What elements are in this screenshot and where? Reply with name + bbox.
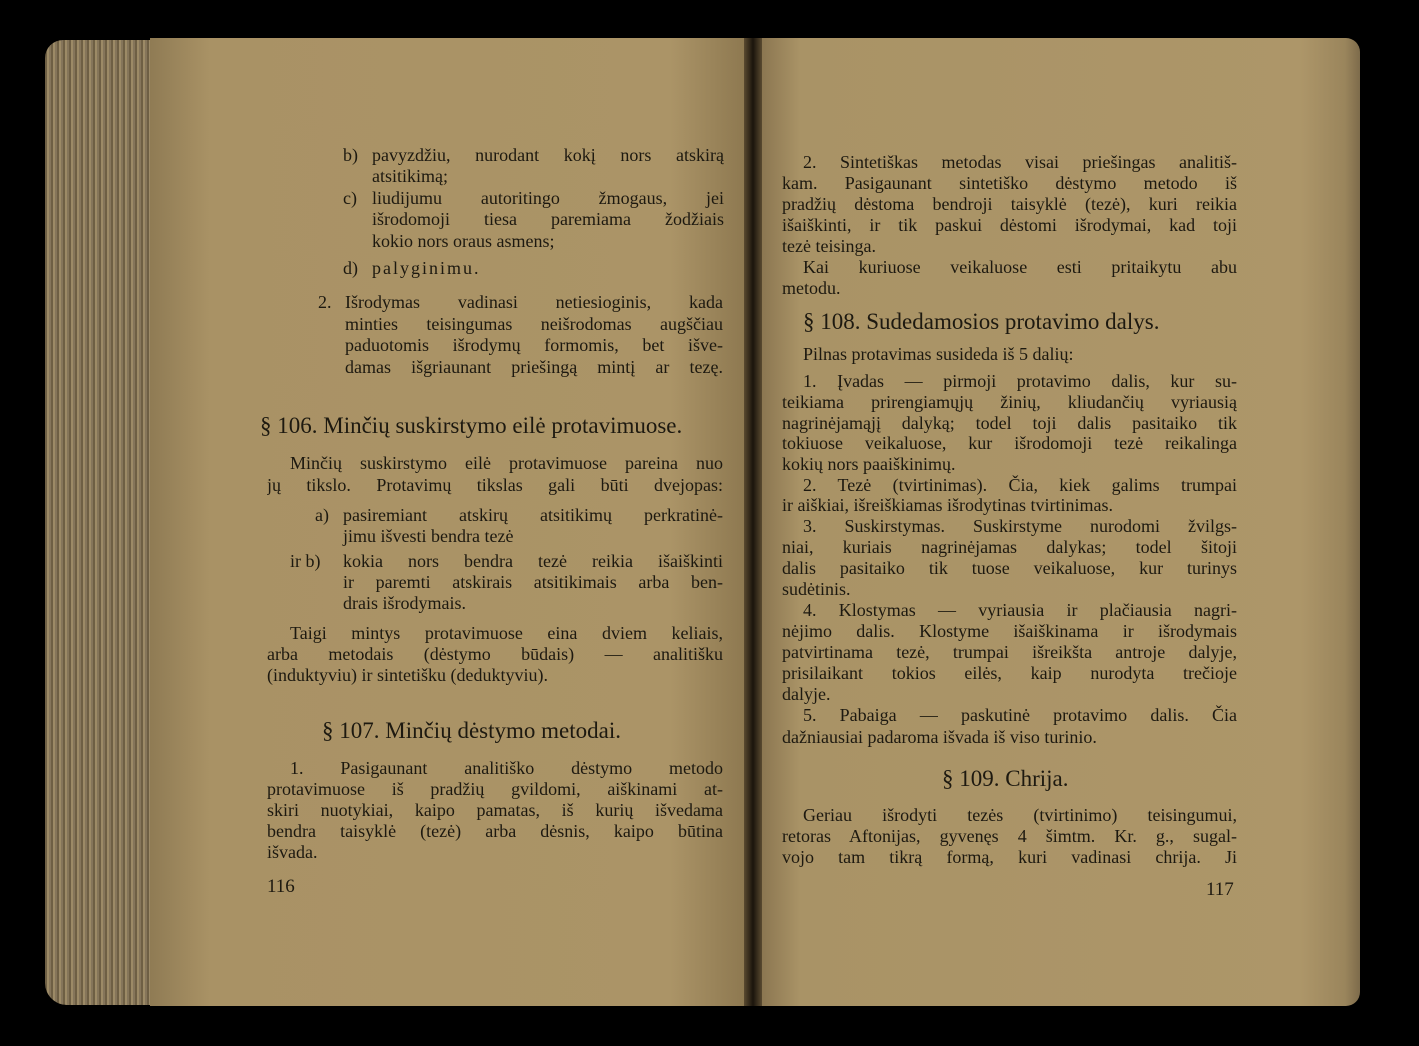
text-line: Pilnas protavimas susideda iš 5 dalių:	[803, 344, 1074, 364]
text-line: Geriau išrodyti tezės (tvirtinimo) teisingumui,	[803, 805, 1237, 825]
text-line: damas išgriaunant priešingą mintį ar tezę.	[345, 357, 723, 377]
list-label: d)	[343, 258, 358, 278]
text-line: 5. Pabaiga — paskutinė protavimo dalis. Čia	[803, 705, 1237, 725]
text-line: prisilaikant tokios eilės, kaip nurodyta trečioje	[782, 663, 1237, 683]
text-line: niai, kuriais nagrinėjamas dalykas; todel šitoji	[782, 537, 1237, 557]
text-line: atsitikimą;	[372, 166, 448, 186]
text-line: dalis pasitaiko tik tuose veikaluose, kur turinys	[782, 558, 1237, 578]
text-line: 1. Pasigaunant analitiško dėstymo metodo	[290, 758, 723, 778]
text-line: liudijumu autoritingo žmogaus, jei	[372, 188, 724, 208]
text-line: paduotomis išrodymų formomis, bet išve-	[345, 335, 723, 355]
text-line: kam. Pasigaunant sintetiško dėstymo metodo iš	[782, 173, 1237, 193]
section-heading-107: § 107. Minčių dėstymo metodai.	[322, 718, 621, 743]
list-label: ir b)	[290, 551, 321, 571]
text-line: pradžių dėstoma bendroji taisyklė (tezė), kuri reikia	[782, 194, 1237, 214]
text-line: išvada.	[267, 842, 318, 862]
text-line: nagrinėjamąjį dalyką; todel toji dalis pasitaiko tik	[782, 413, 1237, 433]
text-line: protavimuose iš pradžių gvildomi, aiškinami at-	[267, 779, 723, 799]
text-line: 3. Suskirstymas. Suskirstyme nurodomi žvilgs-	[803, 516, 1237, 536]
text-line: jimu išvesti bendra tezė	[343, 526, 514, 546]
text-line: patvirtinama tezė, trumpai išreikšta antroje dalyje,	[782, 642, 1237, 662]
text-line: 2. Tezė (tvirtinimas). Čia, kiek galims trumpai	[803, 475, 1237, 495]
text-line: skiri nuotykiai, kaipo pamatas, iš kurių išvedama	[267, 800, 723, 820]
section-heading-109: § 109. Chrija.	[942, 766, 1069, 791]
section-heading-108: § 108. Sudedamosios protavimo dalys.	[803, 309, 1160, 334]
book-gutter	[744, 38, 762, 1006]
page-number: 116	[267, 876, 295, 897]
text-line: Minčių suskirstymo eilė protavimuose pareina nuo	[290, 453, 723, 473]
text-line: jų tikslo. Protavimų tikslas gali būti dvejopas:	[267, 475, 723, 495]
text-line: metodu.	[782, 278, 841, 298]
text-line: Išrodymas vadinasi netiesioginis, kada	[345, 292, 723, 312]
text-line: ir paremti atskirais atsitikimais arba ben-	[343, 572, 723, 592]
text-line: ir aiškiai, išreiškiamas išrodytinas tvirtinimas.	[782, 495, 1113, 515]
text-line: kokių nors paaiškinimų.	[782, 454, 956, 474]
text-line: pavyzdžiu, nurodant kokį nors atskirą	[372, 145, 724, 165]
text-line: palyginimu.	[372, 258, 481, 278]
text-line: nėjimo dalis. Klostyme išaiškinama ir išrodymais	[782, 621, 1237, 641]
text-line: retoras Aftonijas, gyvenęs 4 šimtm. Kr. g., sugal-	[782, 826, 1237, 846]
text-line: kokio nors oraus asmens;	[372, 231, 555, 251]
text-line: išaiškinti, ir tik paskui dėstomi išrodymai, kad toji	[782, 215, 1237, 235]
list-label: b)	[343, 145, 358, 165]
text-line: 2. Sintetiškas metodas visai priešingas analitiš-	[803, 152, 1237, 172]
text-line: dažniausiai padaroma išvada iš viso turinio.	[782, 727, 1097, 747]
text-line: tezė teisinga.	[782, 236, 876, 256]
text-line: išrodomoji tiesa paremiama žodžiais	[372, 209, 724, 229]
text-line: vojo tam tikrą formą, kuri vadinasi chrija. Ji	[782, 847, 1237, 867]
text-line: bendra taisyklė (tezė) arba dėsnis, kaipo būtina	[267, 821, 723, 841]
text-line: dalyje.	[782, 684, 831, 704]
text-line: (induktyviu) ir sintetišku (deduktyviu).	[267, 665, 548, 685]
text-line: teikiama prirengiamųjų žinių, kliudančių vyriausią	[782, 392, 1237, 412]
list-label: 2.	[318, 292, 332, 312]
list-label: a)	[315, 505, 329, 525]
text-line: kokia nors bendra tezė reikia išaiškinti	[343, 551, 723, 571]
text-line: 4. Klostymas — vyriausia ir plačiausia nagri-	[803, 600, 1237, 620]
text-line: minties teisingumas neišrodomas augščiau	[345, 314, 723, 334]
text-line: tokiuose veikaluose, kur išrodomoji tezė reikalinga	[782, 433, 1237, 453]
text-line: drais išrodymais.	[343, 593, 466, 613]
section-heading-106: § 106. Minčių suskirstymo eilė protavimuose.	[260, 413, 683, 438]
text-line: sudėtinis.	[782, 579, 851, 599]
text-line: Taigi mintys protavimuose eina dviem keliais,	[290, 623, 723, 643]
text-line: 1. Įvadas — pirmoji protavimo dalis, kur su-	[803, 371, 1237, 391]
page-edges	[45, 40, 165, 1005]
text-line: Kai kuriuose veikaluose esti pritaikytu abu	[803, 257, 1237, 277]
list-label: c)	[343, 188, 357, 208]
text-line: pasiremiant atskirų atsitikimų perkratinė-	[343, 505, 723, 525]
page-number: 117	[1206, 879, 1234, 900]
text-line: arba metodais (dėstymo būdais) — analitišku	[267, 644, 723, 664]
